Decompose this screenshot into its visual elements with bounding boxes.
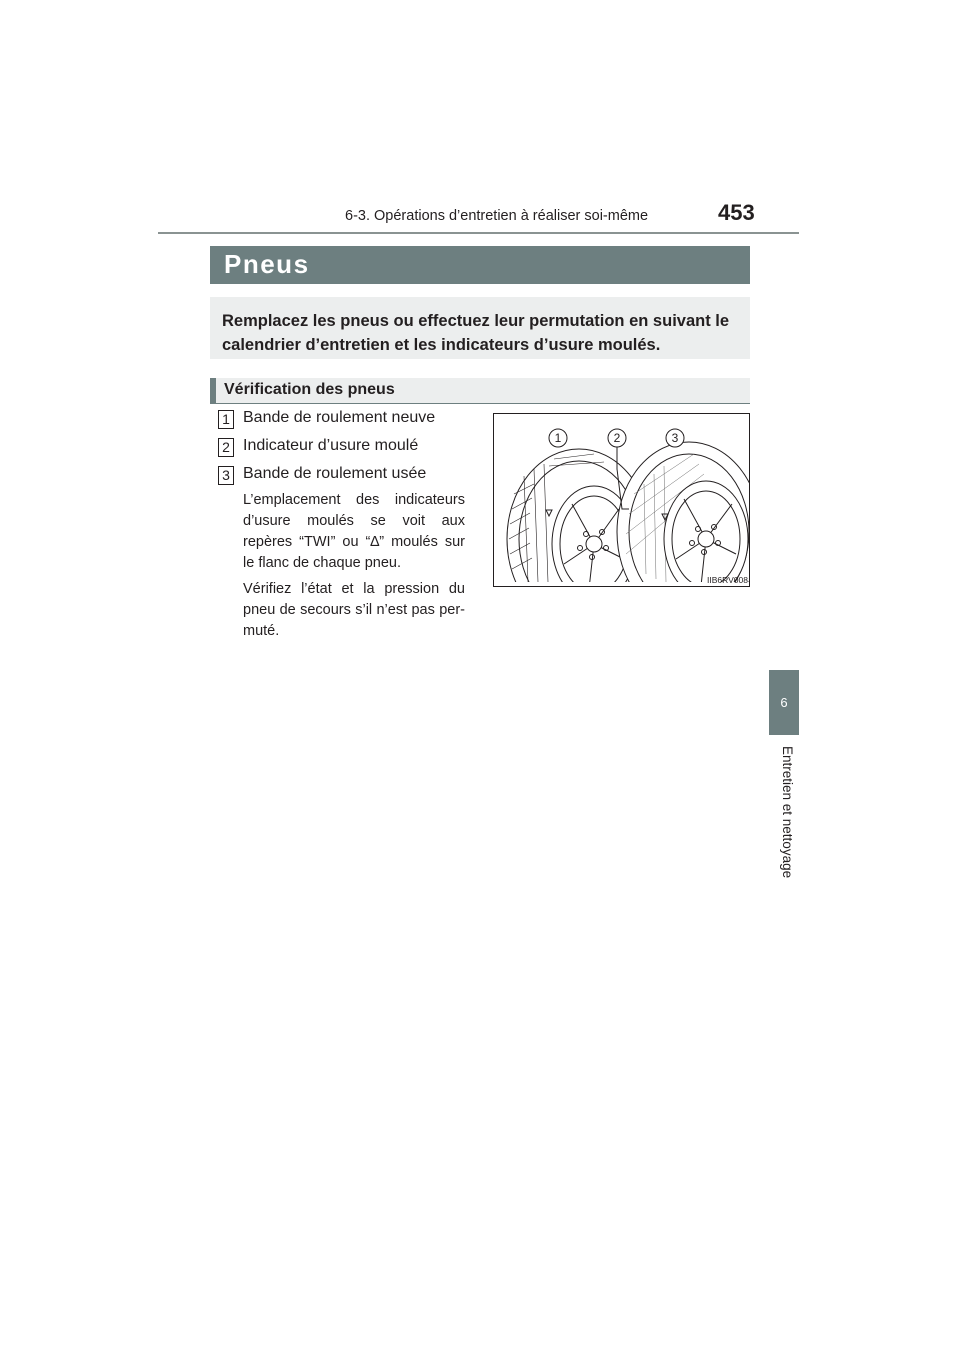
title-bar xyxy=(210,246,750,284)
subsection-title: Vérification des pneus xyxy=(224,381,395,398)
note-text: Vérifiez l’état et la pression du pneu de secours s’il n’est pas per-muté. xyxy=(243,581,465,639)
list-item-label: Bande de roulement neuve xyxy=(243,409,436,426)
list-item-label: Bande de roulement usée xyxy=(243,465,427,482)
tire-illustration xyxy=(493,413,750,587)
worn-tire-icon xyxy=(617,442,749,586)
callout-label: 3 xyxy=(671,431,679,445)
chapter-label: Entretien et nettoyage xyxy=(780,746,795,879)
intro-box xyxy=(210,297,750,359)
callout-label: 1 xyxy=(554,431,562,445)
intro-text: Remplacez les pneus ou effectuez leur permutation en suivant le calendrier d’entretien et les indicateurs d’usure moulés. xyxy=(222,312,730,354)
figure-code: IIB6RV008 xyxy=(707,575,748,585)
header-rule xyxy=(158,232,799,234)
list-item-label: Indicateur d’usure moulé xyxy=(243,437,419,454)
chapter-tab: 6 xyxy=(769,670,799,735)
section-label: 6-3. Opérations d’entretien à réaliser soi-même xyxy=(345,208,649,224)
page-title: Pneus xyxy=(224,249,310,279)
page-number: 453 xyxy=(718,200,755,225)
subsection-heading xyxy=(210,378,750,404)
tire-drawing xyxy=(494,414,749,586)
callout-label: 2 xyxy=(613,431,621,445)
note-text: L’emplacement des indicateurs d’usure moulés se voit aux repères “TWI” ou “∆” moulés sur le flanc de chaque pneu. xyxy=(243,492,465,571)
subsection-accent xyxy=(210,378,216,403)
number-badge: 3 xyxy=(218,466,234,485)
number-badge: 1 xyxy=(218,410,234,429)
number-badge: 2 xyxy=(218,438,234,457)
